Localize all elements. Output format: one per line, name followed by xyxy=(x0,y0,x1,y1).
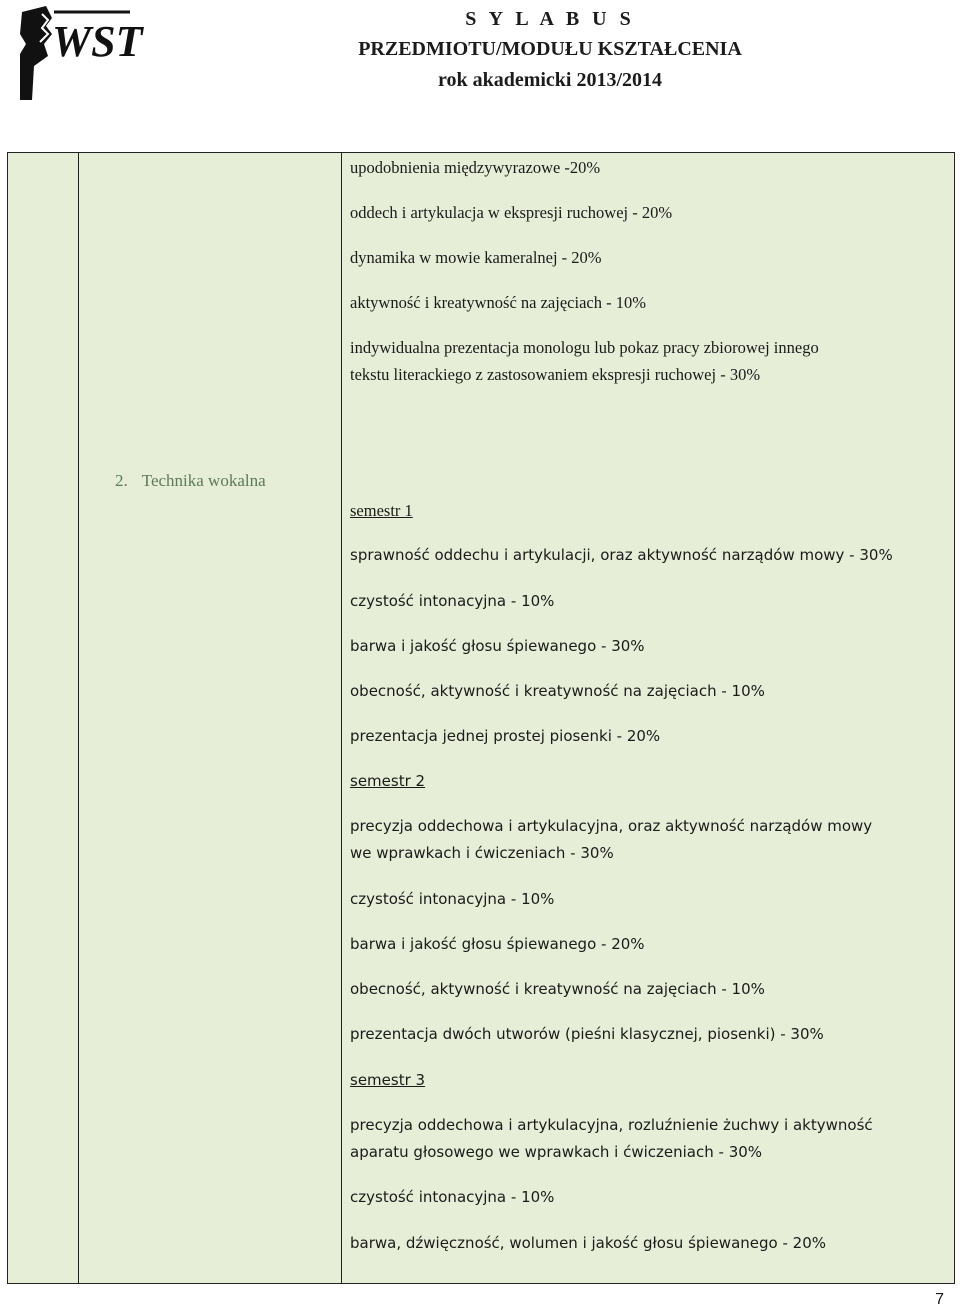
section-title: Technika wokalna xyxy=(141,471,266,490)
criterion-line: aparatu głosowego we wprawkach i ćwiczeniach - 30% xyxy=(350,1143,763,1161)
criterion-line: dynamika w mowie kameralnej - 20% xyxy=(350,248,602,267)
column-divider-2 xyxy=(341,153,342,1283)
academic-year: rok akademicki 2013/2014 xyxy=(437,69,663,91)
criterion-line: obecność, aktywność i kreatywność na zajęciach - 10% xyxy=(350,980,765,998)
svg-text:WST: WST xyxy=(52,17,143,66)
criterion-line: indywidualna prezentacja monologu lub pokaz pracy zbiorowej innego xyxy=(350,338,819,357)
column-divider-1 xyxy=(78,153,79,1283)
criterion-line: oddech i artykulacja w ekspresji ruchowej - 20% xyxy=(350,203,673,222)
criterion-line: prezentacja jednej prostej piosenki - 20% xyxy=(350,727,661,745)
criterion-line: barwa i jakość głosu śpiewanego - 30% xyxy=(350,637,645,655)
criterion-line: upodobnienia międzywyrazowe -20% xyxy=(350,158,601,177)
criterion-line: sprawność oddechu i artykulacji, oraz aktywność narządów mowy - 30% xyxy=(350,546,893,564)
criterion-line: obecność, aktywność i kreatywność na zajęciach - 10% xyxy=(350,682,765,700)
criterion-line: we wprawkach i ćwiczeniach - 30% xyxy=(350,844,614,862)
section-2-label xyxy=(115,471,266,491)
syllabus-title: S Y L A B U S xyxy=(465,8,635,30)
criterion-line: czystość intonacyjna - 10% xyxy=(350,592,555,610)
semester-heading: semestr 3 xyxy=(350,1071,426,1089)
criterion-line: aktywność i kreatywność na zajęciach - 10% xyxy=(350,293,646,312)
semester-heading: semestr 1 xyxy=(350,501,413,520)
criterion-line: precyzja oddechowa i artykulacyjna, oraz aktywność narządów mowy xyxy=(350,817,873,835)
subject-title: PRZEDMIOTU/MODUŁU KSZTAŁCENIA xyxy=(358,38,742,60)
page-number: 7 xyxy=(935,1291,944,1308)
criterion-line: tekstu literackiego z zastosowaniem ekspresji ruchowej - 30% xyxy=(350,365,761,384)
criterion-line: czystość intonacyjna - 10% xyxy=(350,890,555,908)
criterion-line: precyzja oddechowa i artykulacyjna, rozluźnienie żuchwy i aktywność xyxy=(350,1116,873,1134)
criterion-line: prezentacja dwóch utworów (pieśni klasycznej, piosenki) - 30% xyxy=(350,1025,824,1043)
semester-heading: semestr 2 xyxy=(350,772,426,790)
criterion-line: barwa i jakość głosu śpiewanego - 20% xyxy=(350,935,645,953)
section-number: 2. xyxy=(115,471,128,490)
criterion-line: barwa, dźwięczność, wolumen i jakość głosu śpiewanego - 20% xyxy=(350,1234,826,1252)
pwst-logo xyxy=(12,4,143,104)
criterion-line: czystość intonacyjna - 10% xyxy=(350,1188,555,1206)
